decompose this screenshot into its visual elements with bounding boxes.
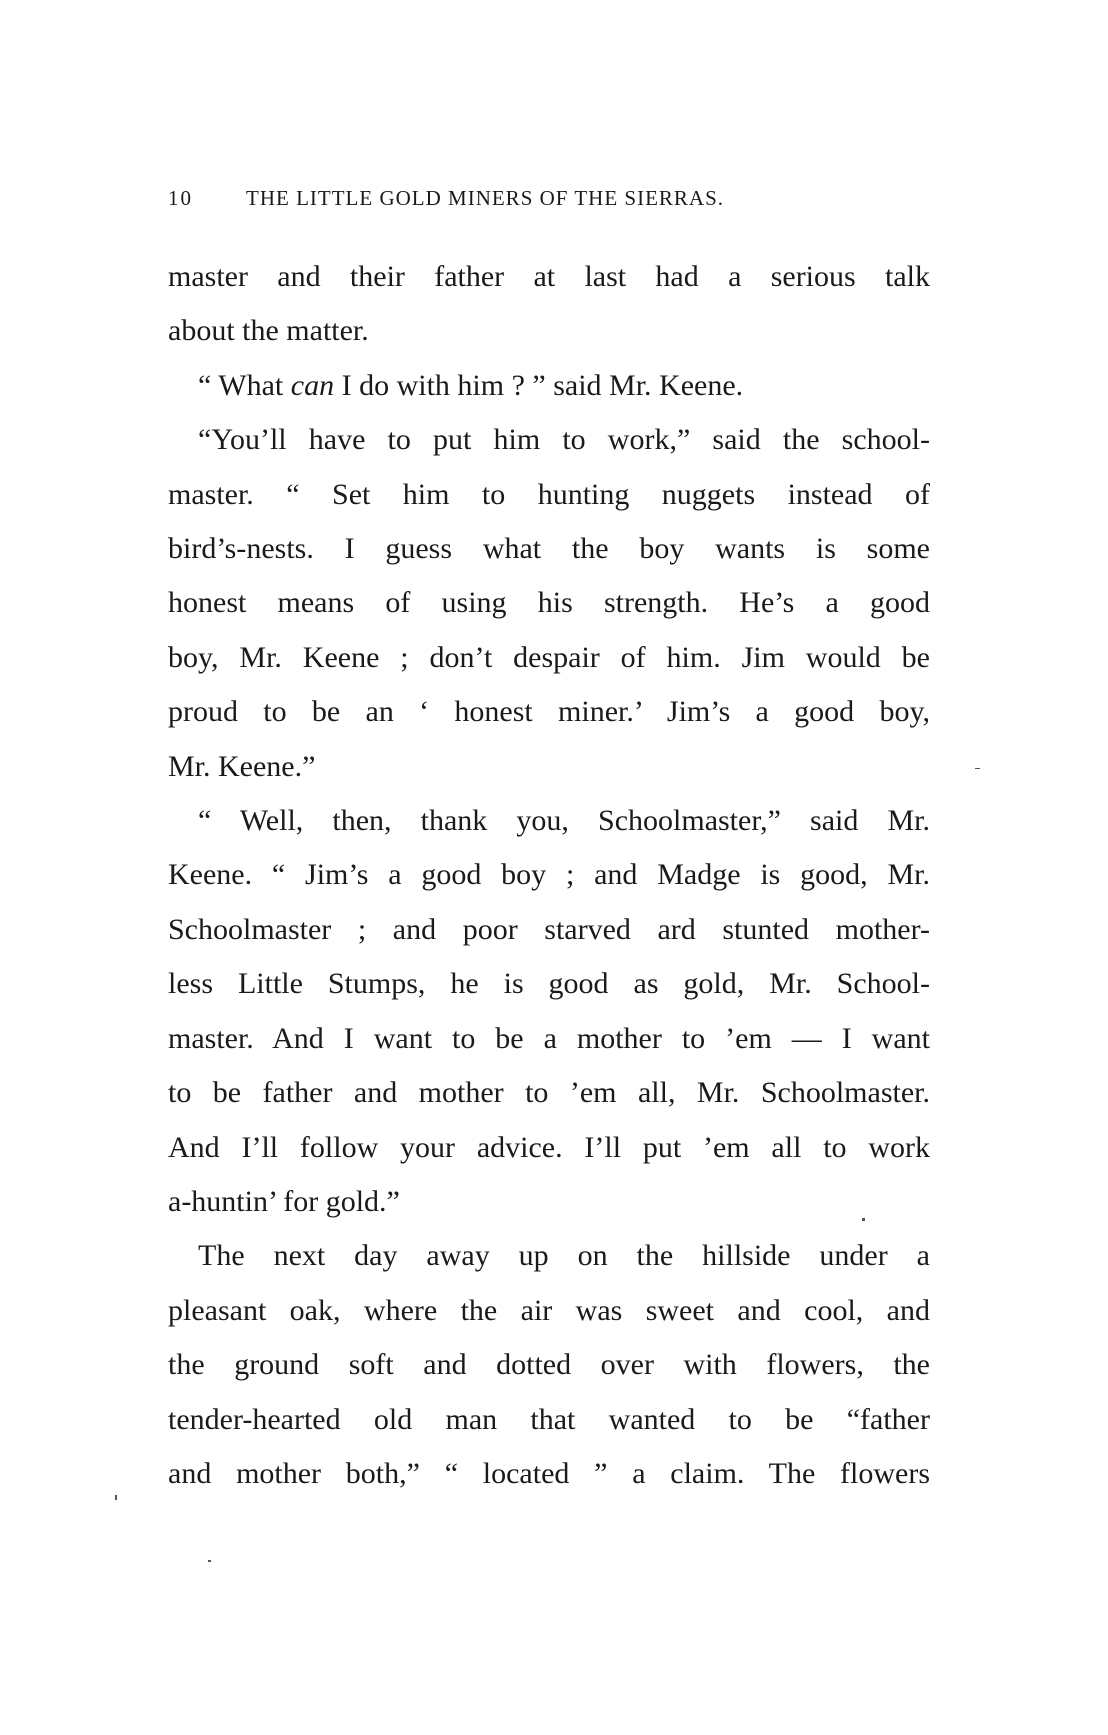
text-line: bird’s-nests. I guess what the boy wants is some [168, 532, 930, 566]
paragraph-3 [168, 413, 930, 794]
text-line: “ Well, then, thank you, Schoolmaster,” said Mr. [198, 804, 930, 838]
dialogue-end: I do with him ? ” said Mr. Keene. [334, 368, 744, 402]
text-line: a-huntin’ for gold.” [168, 1184, 400, 1218]
text-line: “You’ll have to put him to work,” said the school- [198, 423, 930, 457]
text-line: master and their father at last had a serious talk [168, 260, 930, 293]
text-line: to be father and mother to ’em all, Mr. Schoolmaster. [168, 1076, 930, 1110]
text-line [168, 359, 930, 413]
paragraph-2 [168, 359, 930, 413]
scan-speck [862, 1218, 865, 1221]
text-line: and mother both,” “ located ” a claim. The flowers [168, 1456, 930, 1490]
text-line: proud to be an ‘ honest miner.’ Jim’s a good boy, [168, 695, 930, 729]
text-line: The next day away up on the hillside under a [198, 1239, 930, 1273]
paragraph-1 [168, 250, 930, 359]
paragraph-4 [168, 794, 930, 1229]
italic-emphasis: can [290, 368, 335, 402]
text-line: master. “ Set him to hunting nuggets instead of [168, 477, 930, 511]
scan-speck [975, 768, 980, 769]
text-line: Keene. “ Jim’s a good boy ; and Madge is good, Mr. [168, 858, 930, 892]
running-title: THE LITTLE GOLD MINERS OF THE SIERRAS. [246, 186, 725, 210]
page-number: 10 [168, 186, 193, 210]
paragraph-5 [168, 1229, 930, 1501]
text-line: about the matter. [168, 314, 369, 348]
text-line: tender-hearted old man that wanted to be “father [168, 1402, 930, 1436]
text-line: Mr. Keene.” [168, 749, 316, 783]
scan-speck [208, 1560, 211, 1562]
text-line: boy, Mr. Keene ; don’t despair of him. Jim would be [168, 640, 930, 674]
body-text [168, 250, 930, 1501]
text-line: master. And I want to be a mother to ’em — I want [168, 1021, 930, 1055]
scan-speck [115, 1495, 117, 1500]
text-line: honest means of using his strength. He’s a good [168, 586, 930, 620]
text-line: And I’ll follow your advice. I’ll put ’em all to work [168, 1130, 930, 1164]
text-line: less Little Stumps, he is good as gold, Mr. School- [168, 967, 930, 1001]
text-line: Schoolmaster ; and poor starved ard stunted mother- [168, 912, 930, 946]
text-line: pleasant oak, where the air was sweet and cool, and [168, 1293, 930, 1327]
dialogue-start: “ What [198, 368, 291, 402]
running-head [168, 186, 928, 222]
text-line: the ground soft and dotted over with flowers, the [168, 1348, 930, 1382]
